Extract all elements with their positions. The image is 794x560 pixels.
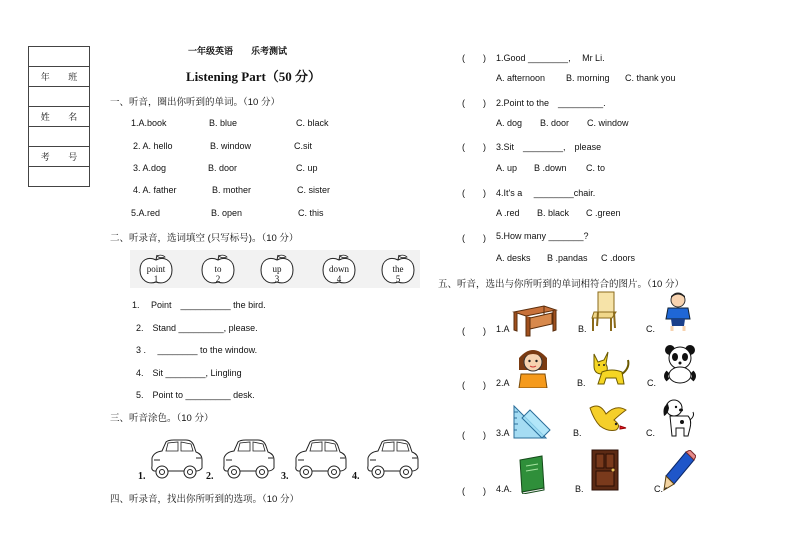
car-number: 1. bbox=[138, 471, 146, 482]
s1-row1-a: 1.A.book bbox=[131, 118, 167, 128]
q1-bracket[interactable]: ( ) bbox=[462, 53, 486, 63]
q4-option-c: C .green bbox=[586, 208, 621, 218]
girl-icon bbox=[513, 346, 555, 388]
car-picture bbox=[290, 436, 348, 482]
q3-option-c: C. to bbox=[586, 163, 606, 173]
s1-row2-c: C.sit bbox=[294, 141, 312, 151]
q1-stem: 1.Good ________, Mr Li. bbox=[496, 53, 605, 63]
s5-row1-a-label: 1.A bbox=[496, 324, 510, 334]
apple-icon bbox=[321, 254, 357, 286]
s5-row4-bracket[interactable]: ( ) bbox=[462, 486, 486, 496]
s2-sentence-2: 2. Stand _________, please. bbox=[136, 323, 258, 333]
bird-icon bbox=[586, 402, 628, 444]
apple-icon bbox=[259, 254, 295, 286]
s5-row2-b-label: B. bbox=[577, 378, 586, 388]
exam-subtitle: Listening Part（50 分） bbox=[186, 69, 322, 84]
s1-row1-b: B. blue bbox=[209, 118, 238, 128]
apple-number: 5 bbox=[395, 274, 401, 284]
s5-row2-bracket[interactable]: ( ) bbox=[462, 380, 486, 390]
apple-icon bbox=[200, 254, 236, 286]
q5-option-a: A. desks bbox=[496, 253, 531, 263]
q3-bracket[interactable]: ( ) bbox=[462, 142, 486, 152]
door-icon bbox=[590, 448, 632, 490]
apple-number: 2 bbox=[215, 274, 221, 284]
apple-number: 3 bbox=[274, 274, 280, 284]
apple-number: 1 bbox=[153, 274, 159, 284]
q4-stem: 4.It's a ________chair. bbox=[496, 188, 596, 198]
s5-row3-a-label: 3.A bbox=[496, 428, 510, 438]
q3-option-a: A. up bbox=[496, 163, 518, 173]
cat-icon bbox=[588, 350, 630, 392]
desk-icon bbox=[512, 300, 554, 342]
section4-heading: 四、听录音，找出你所听到的选项。（10 分） bbox=[110, 494, 299, 505]
q1-option-c: C. thank you bbox=[625, 73, 676, 83]
q1-option-a: A. afternoon bbox=[496, 73, 546, 83]
apple-word: the bbox=[392, 264, 404, 274]
q2-stem: 2.Point to the _________. bbox=[496, 98, 606, 108]
book-icon bbox=[516, 454, 558, 496]
info-cell-blank bbox=[29, 127, 90, 147]
q4-option-a: A .red bbox=[496, 208, 520, 218]
q3-option-b: B .down bbox=[534, 163, 567, 173]
s1-row5-c: C. this bbox=[298, 208, 324, 218]
s1-row3-a: 3. A.dog bbox=[133, 163, 167, 173]
s1-row2-a: 2. A. hello bbox=[133, 141, 173, 151]
s1-row5-b: B. open bbox=[211, 208, 243, 218]
q4-bracket[interactable]: ( ) bbox=[462, 188, 486, 198]
q1-option-b: B. morning bbox=[566, 73, 610, 83]
s1-row1-c: C. black bbox=[296, 118, 329, 128]
s1-row4-c: C. sister bbox=[297, 185, 331, 195]
s5-row4-b-label: B. bbox=[575, 484, 584, 494]
q5-bracket[interactable]: ( ) bbox=[462, 233, 486, 243]
s5-row1-bracket[interactable]: ( ) bbox=[462, 326, 486, 336]
apple-icon bbox=[138, 254, 174, 286]
ruler-icon bbox=[510, 402, 552, 444]
s1-row3-c: C. up bbox=[296, 163, 318, 173]
dog-icon bbox=[660, 398, 702, 440]
car-number: 4. bbox=[352, 471, 360, 482]
q2-option-a: A. dog bbox=[496, 118, 523, 128]
s1-row4-b: B. mother bbox=[212, 185, 252, 195]
s5-row1-b-label: B. bbox=[578, 324, 587, 334]
s5-row4-a-label: 4.A. bbox=[496, 484, 513, 494]
s2-sentence-5: 5. Point to _________ desk. bbox=[136, 390, 255, 400]
s5-row1-c-label: C. bbox=[646, 324, 655, 334]
s5-row3-bracket[interactable]: ( ) bbox=[462, 430, 486, 440]
s5-row3-b-label: B. bbox=[573, 428, 582, 438]
q5-option-b: B .pandas bbox=[547, 253, 588, 263]
s1-row4-a: 4. A. father bbox=[133, 185, 177, 195]
q4-option-b: B. black bbox=[537, 208, 570, 218]
apple-word: to bbox=[214, 264, 222, 274]
info-cell-empty bbox=[29, 47, 90, 67]
s5-row2-c-label: C. bbox=[647, 378, 656, 388]
student-info-table bbox=[28, 46, 90, 187]
q5-stem: 5.How many _______? bbox=[496, 231, 589, 241]
info-cell-id: 考 号 bbox=[29, 147, 90, 167]
q2-bracket[interactable]: ( ) bbox=[462, 98, 486, 108]
info-cell-blank bbox=[29, 167, 90, 187]
chair-icon bbox=[588, 290, 630, 332]
pencil-icon bbox=[662, 450, 704, 492]
car-picture bbox=[146, 436, 204, 482]
section3-heading: 三、听音涂色。（10 分） bbox=[110, 413, 214, 424]
apple-number: 4 bbox=[336, 274, 342, 284]
q2-option-c: C. window bbox=[587, 118, 629, 128]
s2-sentence-1: 1. Point __________ the bird. bbox=[132, 300, 266, 310]
q3-stem: 3.Sit ________, please bbox=[496, 142, 602, 152]
s1-row3-b: B. door bbox=[208, 163, 238, 173]
boy-icon bbox=[660, 292, 702, 334]
car-picture bbox=[218, 436, 276, 482]
section5-heading: 五、听音，选出与你所听到的单词相符合的图片。（10 分） bbox=[438, 279, 684, 290]
car-number: 3. bbox=[281, 471, 289, 482]
info-cell-grade: 年 班 bbox=[29, 67, 90, 87]
panda-icon bbox=[660, 344, 702, 386]
section2-heading: 二、听录音，选词填空 (只写标号)。（10 分） bbox=[110, 233, 299, 244]
car-number: 2. bbox=[206, 471, 214, 482]
s5-row3-c-label: C. bbox=[646, 428, 655, 438]
apple-icon bbox=[380, 254, 416, 286]
apple-word: up bbox=[272, 264, 282, 274]
exam-title: 一年级英语 乐考测试 bbox=[188, 46, 288, 56]
info-cell-blank bbox=[29, 87, 90, 107]
s5-row4-c-label: C. bbox=[654, 484, 663, 494]
car-picture bbox=[362, 436, 420, 482]
s5-row2-a-label: 2.A bbox=[496, 378, 510, 388]
s1-row2-b: B. window bbox=[210, 141, 252, 151]
s2-sentence-4: 4. Sit ________, Lingling bbox=[136, 368, 242, 378]
info-cell-name: 姓 名 bbox=[29, 107, 90, 127]
s1-row5-a: 5.A.red bbox=[131, 208, 161, 218]
apple-word: down bbox=[329, 264, 349, 274]
q2-option-b: B. door bbox=[540, 118, 570, 128]
word-bank bbox=[130, 250, 420, 288]
q5-option-c: C .doors bbox=[601, 253, 636, 263]
apple-word: point bbox=[146, 264, 166, 274]
s2-sentence-3: 3 . ________ to the window. bbox=[136, 345, 258, 355]
section1-heading: 一、听音，圈出你听到的单词。（10 分） bbox=[110, 97, 280, 108]
